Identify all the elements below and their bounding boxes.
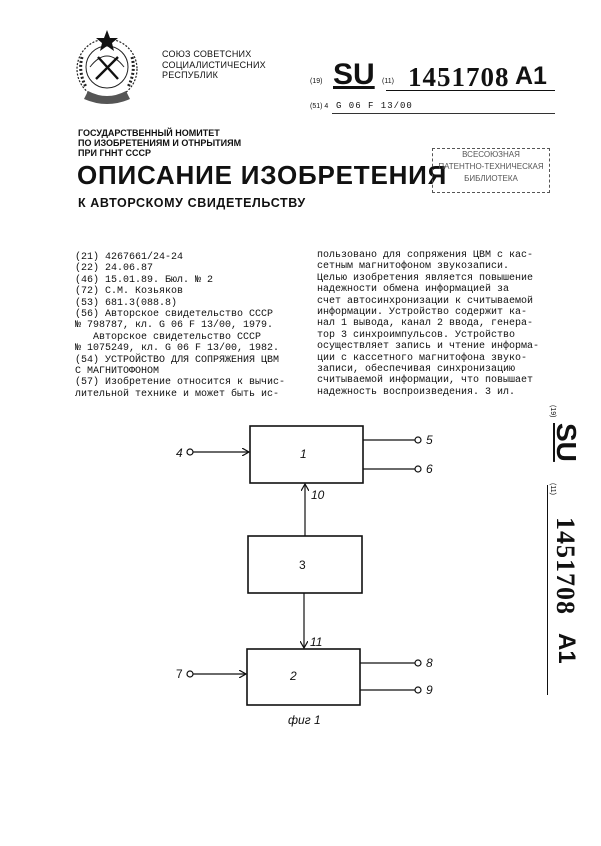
number-code-label: (11) <box>382 78 394 85</box>
terminal-9 <box>415 687 421 693</box>
abstract-line: сетным магнитофоном звукозаписи. <box>317 261 510 273</box>
ipc-value: G 06 F 13/00 <box>336 101 413 111</box>
terminal-label-5: 5 <box>426 433 433 447</box>
terminal-label-9: 9 <box>426 683 433 697</box>
committee-line: ПРИ ГННТ СССР <box>78 148 152 158</box>
abstract-line: надежность воспроизведения. 3 ил. <box>317 386 516 398</box>
terminal-label-6: 6 <box>426 462 433 476</box>
committee-line: ГОСУДАРСТВЕННЫЙ НОМИТЕТ <box>78 128 220 138</box>
document-title: ОПИСАНИЕ ИЗОБРЕТЕНИЯ <box>77 160 448 190</box>
ussr-emblem-icon <box>68 27 146 109</box>
stamp-line: БИБЛИОТЕКА <box>464 174 518 183</box>
abstract-line: ции с кассетного магнитофона звуко- <box>317 352 528 364</box>
side-underline <box>547 485 548 695</box>
library-stamp <box>432 148 550 193</box>
terminal-7 <box>187 671 193 677</box>
block-label-3: 3 <box>299 558 306 572</box>
terminal-label-4: 4 <box>176 446 183 460</box>
biblio-line: № 798787, кл. G 06 F 13/00, 1979. <box>75 320 274 332</box>
kind-code: A1 <box>515 62 547 90</box>
country-code-label: (19) <box>310 78 323 85</box>
biblio-line: (22) 24.06.87 <box>75 263 154 275</box>
biblio-line: (54) УСТРОЙСТВО ДЛЯ СОПРЯЖЕНИЯ ЦВМ <box>75 354 280 366</box>
biblio-line: (56) Авторское свидетельство СССР <box>75 309 274 321</box>
biblio-line: (46) 15.01.89. Бюл. № 2 <box>75 274 214 286</box>
publication-number <box>310 58 555 92</box>
union-line: СОЦИАЛИСТИЧЕСНИХ <box>162 59 266 70</box>
bibliographic-data <box>75 252 285 400</box>
link-label-10: 10 <box>311 488 325 502</box>
side-number-code-label: (11) <box>549 483 556 495</box>
terminal-4 <box>187 449 193 455</box>
union-line: РЕСПУБЛИК <box>162 70 219 80</box>
figure-caption: фиг 1 <box>288 713 321 727</box>
biblio-line: № 1075249, кл. G 06 F 13/00, 1982. <box>75 343 280 355</box>
committee-line: ПО ИЗОБРЕТЕНИЯМ И ОТНРЫТИЯМ <box>78 138 242 148</box>
terminal-8 <box>415 660 421 666</box>
terminal-6 <box>415 466 421 472</box>
biblio-line: лительной технике и может быть ис- <box>75 388 280 400</box>
ipc-underline <box>332 113 555 114</box>
block-label-2: 2 <box>290 669 297 683</box>
side-kind-code: A1 <box>553 633 580 664</box>
side-margin-number <box>536 405 586 695</box>
stamp-line: ПАТЕНТНО-ТЕХНИЧЕСКАЯ <box>438 162 544 171</box>
terminal-label-7: 7 <box>176 667 183 681</box>
biblio-line: (72) С.М. Козьяков <box>75 286 184 298</box>
abstract-line: пользовано для сопряжения ЦВМ с кас- <box>317 250 534 261</box>
abstract-line: информации. Устройство содержит ка- <box>317 307 528 319</box>
committee-name <box>78 128 241 158</box>
biblio-line: (53) 681.3(088.8) <box>75 297 178 309</box>
patent-number: 1451708 <box>408 62 510 92</box>
side-patent-number: 1451708 <box>551 517 580 615</box>
terminal-5 <box>415 437 421 443</box>
abstract-line: осуществляет запись и чтение информа- <box>317 341 540 353</box>
biblio-line: (57) Изобретение относится к вычис- <box>75 377 286 389</box>
terminal-label-8: 8 <box>426 656 433 670</box>
stamp-line: ВСЕСОЮЗНАЯ <box>462 150 520 159</box>
abstract-line: считываемой информации, что повышает <box>317 375 534 387</box>
union-line: СОЮЗ СОВЕТСНИХ <box>162 49 252 59</box>
abstract-line: тор 3 синхроимпульсов. Устройство <box>317 329 516 341</box>
document-subtitle: К АВТОРСКОМУ СВИДЕТЕЛЬСТВУ <box>78 196 306 210</box>
link-label-11: 11 <box>310 635 323 649</box>
abstract-line: нал 1 вывода, канал 2 ввода, генера- <box>317 318 534 330</box>
block-2 <box>247 649 360 705</box>
block-label-1: 1 <box>300 447 307 461</box>
abstract-line: надежности обмена информацией за <box>317 284 510 296</box>
number-underline <box>386 90 555 91</box>
abstract-line: Целью изобретения является повышение <box>317 272 534 284</box>
ipc-classification <box>310 101 555 115</box>
abstract-continued <box>317 250 562 398</box>
abstract-line: записи, обеспечивая синхронизацию <box>317 364 516 376</box>
union-name <box>162 49 266 81</box>
biblio-line: (21) 4267661/24-24 <box>75 252 184 263</box>
biblio-line: Авторское свидетельство СССР <box>75 331 262 343</box>
block-diagram <box>160 415 460 735</box>
side-country-code-label: (19) <box>549 405 556 418</box>
side-country-code: SU <box>551 423 582 462</box>
ipc-code-label: (51) 4 <box>310 103 329 110</box>
abstract-line: счет автосинхронизации к считываемой <box>317 295 534 307</box>
country-code: SU <box>333 58 375 91</box>
biblio-line: С МАГНИТОФОНОМ <box>75 366 160 378</box>
